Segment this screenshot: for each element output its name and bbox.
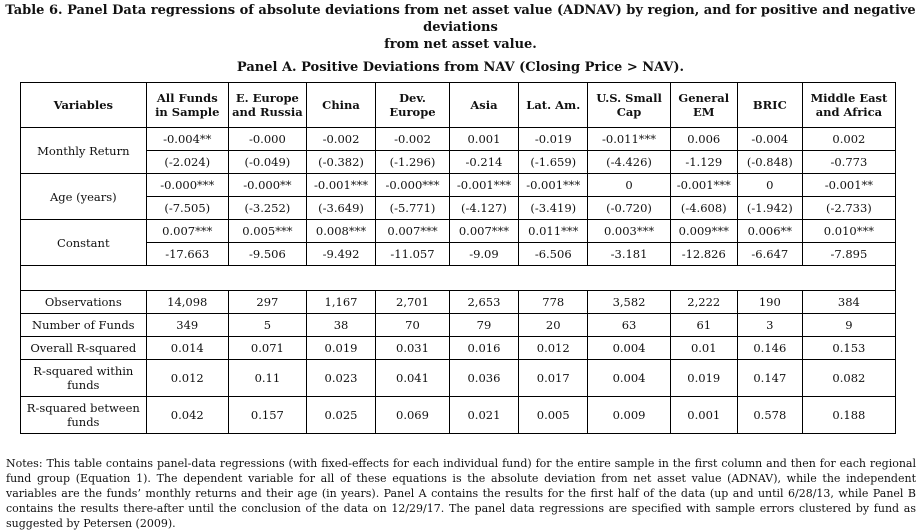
tstat-cell: (-1.659) [519,151,588,174]
statistic-cell: 3 [737,314,802,337]
statistic-cell: 0.019 [306,337,375,360]
coefficient-cell: 0 [588,174,670,197]
statistic-cell: 0.01 [670,337,737,360]
table-row [21,397,896,434]
coefficient-cell: -0.001*** [670,174,737,197]
variable-name: Age (years) [21,174,147,220]
coefficient-cell: 0.001 [449,128,518,151]
tstat-cell: (-4.127) [449,197,518,220]
tstat-cell: (-0.049) [228,151,306,174]
statistic-cell: 63 [588,314,670,337]
coefficient-cell: 0.011*** [519,220,588,243]
statistic-name: Observations [21,291,147,314]
coefficient-cell: 0.008*** [306,220,375,243]
tstat-cell: -17.663 [146,243,228,266]
statistic-name: Number of Funds [21,314,147,337]
statistic-cell: 14,098 [146,291,228,314]
coefficient-cell: -0.000** [228,174,306,197]
coefficient-cell: -0.000 [228,128,306,151]
header-all-funds: All Funds in Sample [146,83,228,128]
tstat-cell: -12.826 [670,243,737,266]
statistic-cell: 0.023 [306,360,375,397]
tstat-cell: (-0.382) [306,151,375,174]
statistic-cell: 0.017 [519,360,588,397]
coefficient-cell: 0.009*** [670,220,737,243]
statistic-cell: 0.009 [588,397,670,434]
statistic-cell: 1,167 [306,291,375,314]
header-e-europe-russia: E. Europe and Russia [228,83,306,128]
tstat-cell: -0.773 [802,151,895,174]
variable-name: Monthly Return [21,128,147,174]
header-us-small-cap: U.S. Small Cap [588,83,670,128]
statistic-cell: 190 [737,291,802,314]
header-asia: Asia [449,83,518,128]
tstat-cell: (-3.252) [228,197,306,220]
statistic-cell: 2,653 [449,291,518,314]
table-row [21,128,896,151]
statistic-cell: 0.001 [670,397,737,434]
header-variables: Variables [21,83,147,128]
statistic-cell: 0.188 [802,397,895,434]
tstat-cell: -7.895 [802,243,895,266]
tstat-cell: -3.181 [588,243,670,266]
statistic-cell: 0.11 [228,360,306,397]
coefficient-cell: -0.002 [376,128,450,151]
tstat-cell: -9.09 [449,243,518,266]
tstat-cell: (-2.024) [146,151,228,174]
variable-name: Constant [21,220,147,266]
tstat-cell: (-0.720) [588,197,670,220]
coefficient-cell: 0.003*** [588,220,670,243]
statistic-cell: 0.012 [146,360,228,397]
statistic-cell: 0.005 [519,397,588,434]
coefficient-cell: -0.000*** [376,174,450,197]
statistic-cell: 0.031 [376,337,450,360]
statistic-cell: 2,701 [376,291,450,314]
statistic-name: Overall R-squared [21,337,147,360]
statistic-cell: 0.153 [802,337,895,360]
coefficient-cell: 0.006 [670,128,737,151]
tstat-cell: (-3.419) [519,197,588,220]
table-title-line-2: from net asset value. [384,37,537,52]
table-row [21,337,896,360]
spacer-cell [21,266,896,291]
statistic-cell: 0.147 [737,360,802,397]
coefficient-cell: 0.007*** [146,220,228,243]
coefficient-cell: -0.001*** [306,174,375,197]
coefficient-cell: -0.011*** [588,128,670,151]
coefficient-cell: 0.010*** [802,220,895,243]
tstat-cell: (-7.505) [146,197,228,220]
statistic-cell: 0.025 [306,397,375,434]
coefficient-cell: 0.006** [737,220,802,243]
statistic-name: R-squared within funds [21,360,147,397]
statistic-cell: 9 [802,314,895,337]
statistic-cell: 38 [306,314,375,337]
table-row [21,197,896,220]
tstat-cell: (-0.848) [737,151,802,174]
tstat-cell: (-4.426) [588,151,670,174]
statistic-cell: 384 [802,291,895,314]
statistic-cell: 2,222 [670,291,737,314]
spacer-row [21,266,896,291]
coefficient-cell: -0.001*** [519,174,588,197]
statistic-cell: 20 [519,314,588,337]
statistic-cell: 70 [376,314,450,337]
tstat-cell: -1.129 [670,151,737,174]
statistic-cell: 349 [146,314,228,337]
statistic-cell: 0.042 [146,397,228,434]
coefficient-cell: -0.002 [306,128,375,151]
coefficient-cell: -0.001** [802,174,895,197]
statistic-cell: 0.578 [737,397,802,434]
table-title-line-1: Table 6. Panel Data regressions of absolute deviations from net asset value (ADNAV) by region, and for positive and negative deviations [5,3,916,35]
coefficient-cell: 0 [737,174,802,197]
statistic-cell: 297 [228,291,306,314]
statistic-cell: 0.036 [449,360,518,397]
statistic-cell: 0.004 [588,337,670,360]
statistic-cell: 0.012 [519,337,588,360]
statistic-cell: 0.014 [146,337,228,360]
panel-title: Panel A. Positive Deviations from NAV (Closing Price > NAV). [236,60,685,75]
statistic-cell: 0.019 [670,360,737,397]
tstat-cell: -11.057 [376,243,450,266]
statistic-cell: 0.041 [376,360,450,397]
header-china: China [306,83,375,128]
coefficient-cell: -0.004 [737,128,802,151]
tstat-cell: (-1.296) [376,151,450,174]
coefficient-cell: -0.019 [519,128,588,151]
statistic-cell: 0.016 [449,337,518,360]
coefficient-cell: 0.007*** [376,220,450,243]
header-general-em: General EM [670,83,737,128]
header-bric: BRIC [737,83,802,128]
table-row [21,220,896,243]
table-row [21,291,896,314]
statistic-cell: 0.004 [588,360,670,397]
tstat-cell: -9.506 [228,243,306,266]
tstat-cell: (-2.733) [802,197,895,220]
header-middle-east-africa: Middle East and Africa [802,83,895,128]
header-lat-am: Lat. Am. [519,83,588,128]
header-dev-europe: Dev. Europe [376,83,450,128]
regression-table [20,82,896,434]
statistic-cell: 0.021 [449,397,518,434]
coefficient-cell: 0.005*** [228,220,306,243]
statistic-cell: 5 [228,314,306,337]
table-body [21,128,896,434]
coefficient-cell: -0.001*** [449,174,518,197]
table-title [0,2,921,76]
statistic-cell: 0.069 [376,397,450,434]
tstat-cell: (-3.649) [306,197,375,220]
statistic-cell: 778 [519,291,588,314]
tstat-cell: -9.492 [306,243,375,266]
statistic-cell: 0.082 [802,360,895,397]
coefficient-cell: -0.004** [146,128,228,151]
table-row [21,151,896,174]
statistic-cell: 3,582 [588,291,670,314]
table-row [21,174,896,197]
coefficient-cell: 0.002 [802,128,895,151]
tstat-cell: -0.214 [449,151,518,174]
statistic-cell: 79 [449,314,518,337]
table-row [21,243,896,266]
statistic-cell: 0.071 [228,337,306,360]
tstat-cell: (-5.771) [376,197,450,220]
tstat-cell: -6.647 [737,243,802,266]
tstat-cell: (-1.942) [737,197,802,220]
header-row [21,83,896,128]
coefficient-cell: 0.007*** [449,220,518,243]
table-row [21,360,896,397]
table-row [21,314,896,337]
tstat-cell: -6.506 [519,243,588,266]
tstat-cell: (-4.608) [670,197,737,220]
table-notes: Notes: This table contains panel-data regressions (with fixed-effects for each individual fund) for the entire sample in the first column and then for each regional fund group (Equation 1). The dependent variable for all of these equations is the absolute deviation from net asset value (ADNAV), while the independent variables are the funds’ monthly returns and their age (in years). Panel A contains the results for the first half of the data (up and until 6/28/13, while Panel B contains the results there-after until the conclusion of the data on 12/29/17. The panel data regressions are specified with sample errors clustered by fund as suggested by Petersen (2009). [6,457,916,530]
statistic-cell: 0.146 [737,337,802,360]
statistic-cell: 0.157 [228,397,306,434]
coefficient-cell: -0.000*** [146,174,228,197]
statistic-cell: 61 [670,314,737,337]
statistic-name: R-squared between funds [21,397,147,434]
